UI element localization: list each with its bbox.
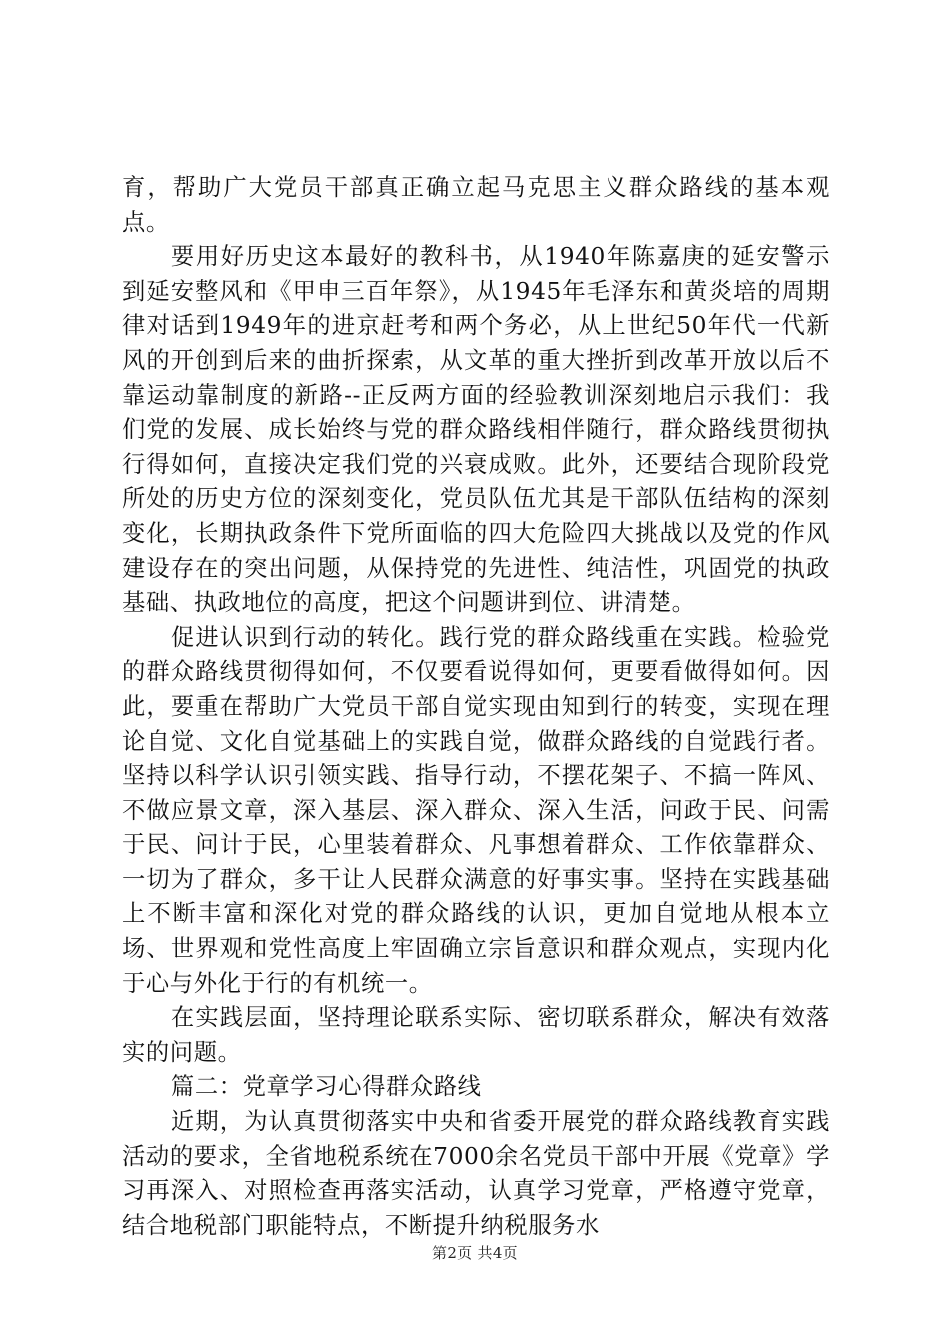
paragraph-recent: 近期，为认真贯彻落实中央和省委开展党的群众路线教育实践活动的要求，全省地税系统在7000余名党员干部中开展《党章》学习再深入、对照检查再落实活动，认真学习党章，严格遵守党章，结合地税部门职能特点，不断提升纳税服务水 — [122, 1108, 830, 1239]
section-heading: 篇二：党章学习心得群众路线 — [170, 1073, 482, 1101]
paragraph-implementation: 在实践层面，坚持理论联系实际、密切联系群众，解决有效落实的问题。 — [122, 1004, 830, 1066]
paragraph-history: 要用好历史这本最好的教科书，从1940年陈嘉庚的延安警示到延安整风和《甲申三百年祭》，从1945年毛泽东和黄炎培的周期律对话到1949年的进京赶考和两个务必，从上世纪50年代一代新风的开创到后来的曲折探索，从文革的重大挫折到改革开放以后不靠运动靠制度的新路--正反两方面的经验教训深刻地启示我们：我们党的发展、成长始终与党的群众路线相伴随行，群众路线贯彻执行得如何，直接决定我们党的兴衰成败。此外，还要结合现阶段党所处的历史方位的深刻变化，党员队伍尤其是干部队伍结构的深刻变化，长期执政条件下党所面临的四大危险四大挑战以及党的作风建设存在的突出问题，从保持党的先进性、纯洁性，巩固党的执政基础、执政地位的高度，把这个问题讲到位、讲清楚。 — [122, 243, 830, 617]
page-footer: 第2页 共4页 — [432, 1244, 518, 1262]
paragraph-practice: 促进认识到行动的转化。践行党的群众路线重在实践。检验党的群众路线贯彻得如何，不仅要看说得如何，更要看做得如何。因此，要重在帮助广大党员干部自觉实现由知到行的转变，实现在理论自觉、文化自觉基础上的实践自觉，做群众路线的自觉践行者。坚持以科学认识引领实践、指导行动，不摆花架子、不搞一阵风、不做应景文章，深入基层、深入群众、深入生活，问政于民、问需于民、问计于民，心里装着群众、凡事想着群众、工作依靠群众、一切为了群众，多干让人民群众满意的好事实事。坚持在实践基础上不断丰富和深化对党的群众路线的认识，更加自觉地从根本立场、世界观和党性高度上牢固确立宗旨意识和群众观点，实现内化于心与外化于行的有机统一。 — [122, 623, 830, 997]
document-body — [122, 171, 830, 1243]
paragraph-continuation: 育，帮助广大党员干部真正确立起马克思主义群众路线的基本观点。 — [122, 174, 830, 236]
